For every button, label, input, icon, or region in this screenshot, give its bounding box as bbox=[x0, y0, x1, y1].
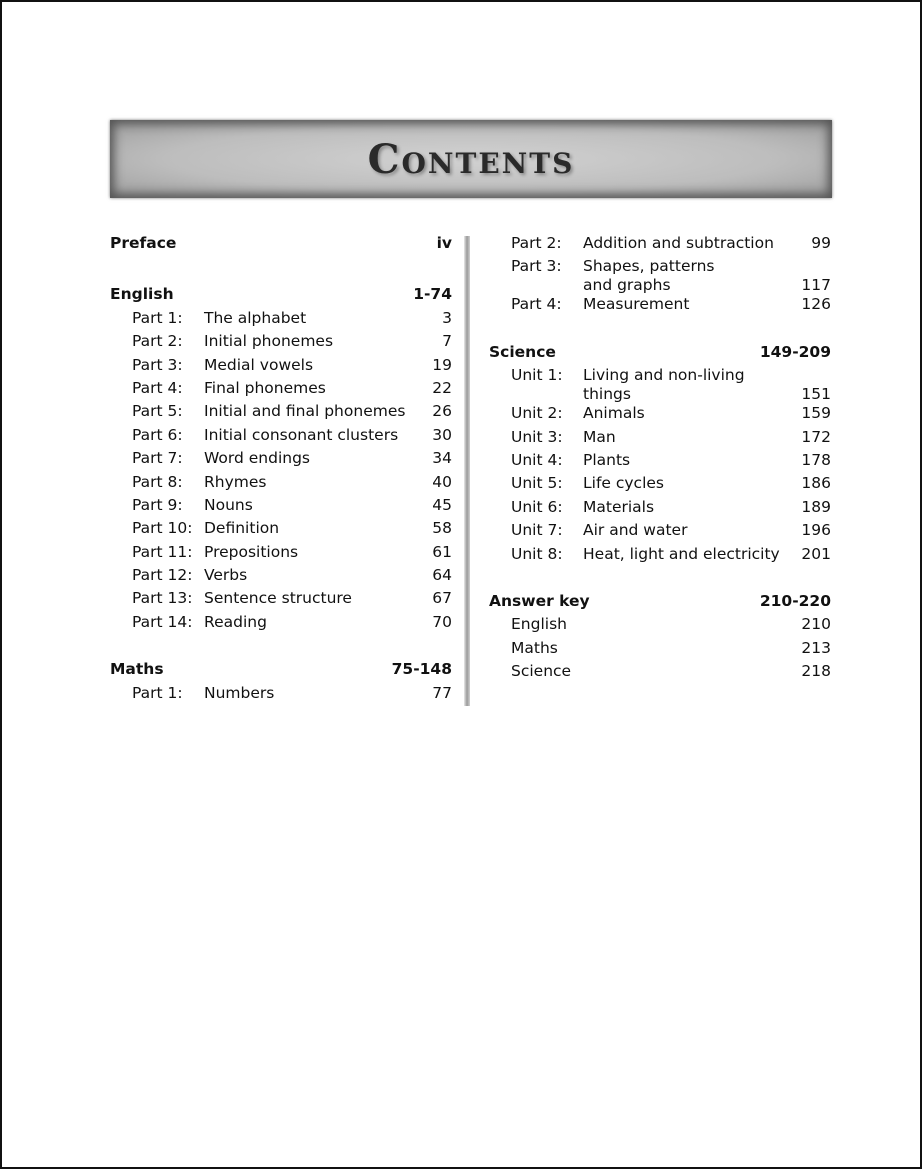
entry-title: Air and water bbox=[583, 521, 688, 540]
entry-prefix: Part 2: bbox=[511, 234, 562, 252]
toc-entry[interactable] bbox=[110, 354, 452, 377]
entry-title: The alphabet bbox=[204, 308, 307, 327]
entry-title-line-2: things bbox=[583, 385, 631, 404]
entry-page: 67 bbox=[432, 589, 452, 608]
entry-page: 210 bbox=[801, 615, 831, 634]
entry-prefix: Part 11: bbox=[132, 542, 193, 561]
section-label: English bbox=[110, 285, 174, 304]
entry-title: Plants bbox=[583, 450, 631, 469]
toc-entry[interactable] bbox=[489, 613, 831, 636]
entry-page: 34 bbox=[432, 449, 452, 468]
toc-entry[interactable] bbox=[110, 471, 452, 494]
entry-title: Maths bbox=[511, 638, 558, 657]
entry-prefix: Part 14: bbox=[132, 612, 193, 631]
entry-title: Medial vowels bbox=[204, 355, 314, 374]
section-label: Maths bbox=[110, 660, 164, 679]
entry-title-line-2: and graphs bbox=[583, 276, 671, 295]
entry-prefix: Part 3: bbox=[511, 257, 562, 276]
section-page: 149-209 bbox=[759, 342, 831, 361]
toc-entry[interactable] bbox=[110, 330, 452, 353]
entry-title: Sentence structure bbox=[204, 589, 352, 608]
toc-entry[interactable] bbox=[489, 426, 831, 449]
entry-title: Addition and subtraction bbox=[583, 234, 774, 252]
section-page: 75-148 bbox=[391, 660, 452, 679]
entry-title: English bbox=[511, 615, 567, 634]
entry-page: 22 bbox=[432, 378, 452, 397]
entry-title: Life cycles bbox=[583, 474, 664, 493]
toc-section-english[interactable] bbox=[110, 283, 452, 306]
toc-entry[interactable] bbox=[489, 519, 831, 542]
toc-section-answer-key[interactable] bbox=[489, 590, 831, 613]
entry-prefix: Part 4: bbox=[511, 295, 562, 314]
entry-page: 58 bbox=[432, 519, 452, 538]
toc-entry[interactable] bbox=[110, 307, 452, 330]
section-page: iv bbox=[436, 234, 452, 252]
toc-left-column bbox=[110, 232, 452, 705]
entry-page: 26 bbox=[432, 402, 452, 421]
entry-title: Rhymes bbox=[204, 472, 267, 491]
toc-entry[interactable] bbox=[489, 637, 831, 660]
entry-page: 40 bbox=[432, 472, 452, 491]
entry-page: 213 bbox=[801, 638, 831, 657]
entry-title: Materials bbox=[583, 497, 655, 516]
toc-entry[interactable] bbox=[489, 293, 831, 316]
entry-page: 151 bbox=[801, 385, 831, 404]
entry-page: 3 bbox=[442, 308, 452, 327]
page-title: Contents bbox=[367, 135, 575, 183]
toc-entry[interactable] bbox=[489, 232, 831, 255]
section-label: Preface bbox=[110, 234, 177, 252]
entry-prefix: Unit 4: bbox=[511, 450, 563, 469]
entry-page: 7 bbox=[442, 332, 452, 351]
entry-title: Science bbox=[511, 662, 572, 681]
toc-entry[interactable] bbox=[489, 472, 831, 495]
entry-page: 218 bbox=[801, 662, 831, 681]
column-divider bbox=[464, 236, 470, 706]
entry-prefix: Unit 1: bbox=[511, 366, 563, 385]
entry-title: Final phonemes bbox=[204, 378, 326, 397]
entry-page: 189 bbox=[801, 497, 831, 516]
section-page: 1-74 bbox=[413, 285, 452, 304]
toc-right-column bbox=[489, 232, 831, 683]
entry-title: Definition bbox=[204, 519, 280, 538]
entry-prefix: Unit 6: bbox=[511, 497, 563, 516]
entry-title-line-1: Shapes, patterns bbox=[583, 257, 715, 276]
section-label: Answer key bbox=[489, 591, 590, 610]
entry-page: 45 bbox=[432, 495, 452, 514]
toc-entry[interactable] bbox=[489, 402, 831, 425]
toc-section-preface[interactable] bbox=[110, 232, 452, 255]
entry-title bbox=[583, 257, 715, 295]
entry-page: 99 bbox=[811, 234, 831, 252]
entry-prefix: Unit 7: bbox=[511, 521, 563, 540]
entry-title: Initial consonant clusters bbox=[204, 425, 399, 444]
toc-section-maths[interactable] bbox=[110, 658, 452, 681]
entry-prefix: Part 2: bbox=[132, 332, 183, 351]
entry-page: 186 bbox=[801, 474, 831, 493]
entry-title: Numbers bbox=[204, 683, 275, 702]
entry-title bbox=[583, 366, 745, 404]
entry-page: 19 bbox=[432, 355, 452, 374]
entry-prefix: Part 10: bbox=[132, 519, 193, 538]
toc-entry[interactable] bbox=[110, 682, 452, 705]
toc-entry[interactable] bbox=[489, 543, 831, 566]
entry-page: 64 bbox=[432, 566, 452, 585]
toc-entry[interactable] bbox=[110, 494, 452, 517]
toc-entry[interactable] bbox=[110, 400, 452, 423]
entry-prefix: Part 1: bbox=[132, 308, 183, 327]
toc-section-science[interactable] bbox=[489, 341, 831, 364]
entry-title-line-1: Living and non-living bbox=[583, 366, 745, 385]
entry-prefix: Part 1: bbox=[132, 683, 183, 702]
toc-entry[interactable] bbox=[489, 449, 831, 472]
entry-title: Animals bbox=[583, 404, 645, 423]
entry-prefix: Part 4: bbox=[132, 378, 183, 397]
entry-page: 117 bbox=[801, 276, 831, 295]
section-label: Science bbox=[489, 342, 556, 361]
entry-prefix: Part 5: bbox=[132, 402, 183, 421]
entry-prefix: Unit 8: bbox=[511, 544, 563, 563]
toc-entry[interactable] bbox=[110, 564, 452, 587]
entry-prefix: Part 9: bbox=[132, 495, 183, 514]
contents-banner bbox=[110, 120, 832, 198]
entry-prefix: Part 8: bbox=[132, 472, 183, 491]
toc-entry[interactable] bbox=[110, 541, 452, 564]
entry-page: 172 bbox=[801, 427, 831, 446]
section-page: 210-220 bbox=[759, 591, 831, 610]
entry-page: 77 bbox=[432, 683, 452, 702]
toc-entry[interactable] bbox=[110, 611, 452, 634]
entry-title: Man bbox=[583, 427, 616, 446]
entry-title: Nouns bbox=[204, 495, 253, 514]
entry-page: 70 bbox=[432, 612, 452, 631]
entry-prefix: Part 13: bbox=[132, 589, 193, 608]
entry-title: Prepositions bbox=[204, 542, 299, 561]
entry-prefix: Part 7: bbox=[132, 449, 183, 468]
entry-prefix: Unit 2: bbox=[511, 404, 563, 423]
entry-title: Reading bbox=[204, 612, 267, 631]
entry-page: 178 bbox=[801, 450, 831, 469]
toc-entry[interactable] bbox=[110, 377, 452, 400]
entry-page: 61 bbox=[432, 542, 452, 561]
entry-prefix: Unit 3: bbox=[511, 427, 563, 446]
toc-entry[interactable] bbox=[489, 660, 831, 683]
entry-page: 126 bbox=[801, 295, 831, 314]
entry-title: Measurement bbox=[583, 295, 690, 314]
entry-prefix: Part 3: bbox=[132, 355, 183, 374]
toc-entry[interactable] bbox=[489, 255, 831, 293]
toc-entry[interactable] bbox=[489, 364, 831, 402]
entry-page: 201 bbox=[801, 544, 831, 563]
entry-page: 196 bbox=[801, 521, 831, 540]
entry-prefix: Unit 5: bbox=[511, 474, 563, 493]
toc-entry[interactable] bbox=[489, 496, 831, 519]
entry-title: Heat, light and electricity bbox=[583, 544, 780, 563]
entry-page: 30 bbox=[432, 425, 452, 444]
toc-entry[interactable] bbox=[110, 587, 452, 610]
entry-prefix: Part 12: bbox=[132, 566, 193, 585]
entry-title: Verbs bbox=[204, 566, 248, 585]
entry-prefix: Part 6: bbox=[132, 425, 183, 444]
toc-entry[interactable] bbox=[110, 447, 452, 470]
entry-title: Initial phonemes bbox=[204, 332, 334, 351]
toc-entry[interactable] bbox=[110, 424, 452, 447]
entry-page: 159 bbox=[801, 404, 831, 423]
toc-entry[interactable] bbox=[110, 517, 452, 540]
entry-title: Initial and final phonemes bbox=[204, 402, 406, 421]
english-items bbox=[110, 307, 452, 634]
entry-title: Word endings bbox=[204, 449, 311, 468]
